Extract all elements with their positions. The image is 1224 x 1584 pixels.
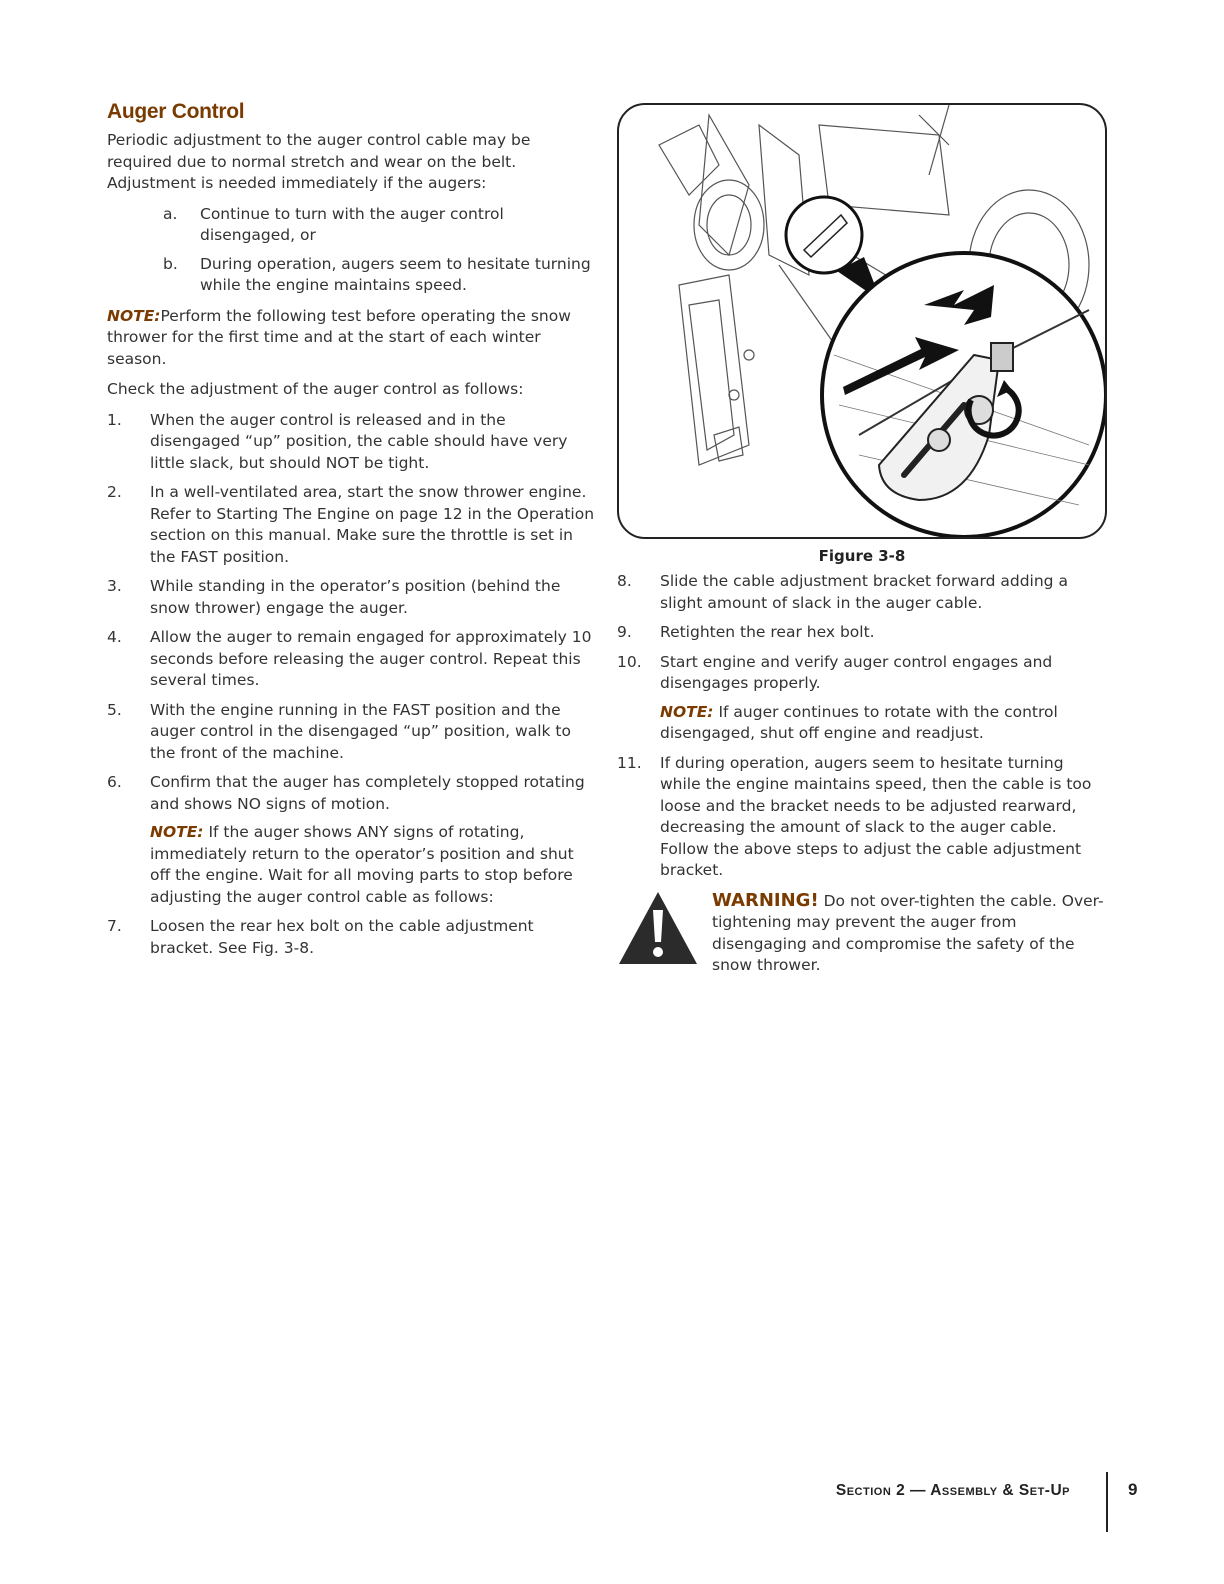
condition-text: Continue to turn with the auger control disengaged, or — [200, 204, 504, 244]
step-item — [107, 700, 597, 765]
step-item — [617, 622, 1107, 644]
step-text: Allow the auger to remain engaged for approximately 10 seconds before releasing the auger control. Repeat this several times. — [150, 628, 592, 689]
step-item — [107, 916, 597, 959]
step-number: 11. — [617, 753, 642, 772]
step-item — [107, 410, 597, 475]
note-label: NOTE: — [150, 823, 204, 841]
step-text: Slide the cable adjustment bracket forward adding a slight amount of slack in the auger cable. — [660, 572, 1068, 612]
footer-section-label: Section 2 — Assembly & Set-Up — [835, 1482, 1070, 1499]
warning-label: WARNING! — [712, 889, 819, 911]
step-item — [107, 576, 597, 619]
footer-divider — [1106, 1472, 1108, 1532]
intro-paragraph: Periodic adjustment to the auger control cable may be required due to normal stretch and wear on the belt. Adjustment is needed immediately if the augers: — [107, 131, 531, 192]
step-item — [107, 482, 597, 568]
step-number: 8. — [617, 572, 632, 590]
condition-marker: b. — [163, 254, 178, 273]
step-text: Confirm that the auger has completely stopped rotating and shows NO signs of motion. — [150, 773, 585, 813]
step10-note — [660, 702, 1107, 745]
conditions-list — [107, 204, 597, 297]
note-text: If auger continues to rotate with the control disengaged, shut off engine and readjust. — [660, 702, 1058, 742]
step-number: 7. — [107, 917, 122, 935]
figure-3-8-illustration — [617, 103, 1107, 539]
note-paragraph — [107, 306, 597, 371]
step-number: 6. — [107, 773, 122, 791]
condition-item — [107, 204, 597, 247]
step-item — [617, 652, 1107, 745]
step-number: 10. — [617, 652, 642, 671]
auger-cable-bracket-drawing — [619, 105, 1105, 537]
condition-text: During operation, augers seem to hesitate turning while the engine maintains speed. — [200, 254, 591, 294]
step-text: Start engine and verify auger control engages and disengages properly. — [660, 652, 1053, 692]
warning-triangle-icon — [617, 890, 699, 966]
step-number: 1. — [107, 410, 122, 429]
step-number: 2. — [107, 483, 122, 501]
step-text: If during operation, augers seem to hesitate turning while the engine maintains speed, then the cable is too loose and the bracket needs to be adjusted rearward, decreasing the amount of slack to the auger cable. Follow the above steps to adjust the cable adjustment bracket. — [660, 753, 1092, 879]
step-item — [107, 627, 597, 692]
check-intro: Check the adjustment of the auger control as follows: — [107, 380, 524, 398]
steps-list-right — [617, 571, 1107, 882]
warning-text: Do not over-tighten the cable. Over-tightening may prevent the auger from disengaging and compromise the safety of the snow thrower. — [712, 891, 1104, 974]
step-text: In a well-ventilated area, start the snow thrower engine. Refer to Starting The Engine on page 12 in the Operation section on this manual. Make sure the throttle is set in the FAST position. — [150, 483, 595, 566]
section-heading: Auger Control — [107, 100, 245, 123]
step-item — [617, 753, 1107, 882]
steps-list-left — [107, 410, 597, 960]
right-column — [617, 103, 1107, 977]
note-text: Perform the following test before operating the snow thrower for the first time and at the start of each winter season. — [107, 306, 571, 368]
note-text: If the auger shows ANY signs of rotating, immediately return to the operator’s position and shut off the engine. Wait for all moving parts to stop before adjusting the auger control cable as follows: — [150, 823, 574, 906]
step-number: 9. — [617, 623, 632, 641]
step-number: 4. — [107, 628, 122, 646]
note-label: NOTE: — [107, 306, 161, 325]
condition-item — [107, 254, 597, 297]
note-label: NOTE: — [660, 702, 714, 721]
left-column — [107, 100, 597, 967]
step-text: When the auger control is released and in the disengaged “up” position, the cable should have very little slack, but should NOT be tight. — [150, 410, 568, 472]
step-number: 5. — [107, 700, 122, 719]
step-item — [617, 571, 1107, 614]
page-number: 9 — [1128, 1480, 1138, 1499]
step-number: 3. — [107, 577, 122, 595]
step-text: Retighten the rear hex bolt. — [660, 623, 875, 641]
step-text: With the engine running in the FAST position and the auger control in the disengaged “up” position, walk to the front of the machine. — [150, 700, 571, 762]
step-text: While standing in the operator’s position (behind the snow thrower) engage the auger. — [150, 577, 561, 617]
step-text: Loosen the rear hex bolt on the cable adjustment bracket. See Fig. 3-8. — [150, 917, 534, 957]
warning-box — [617, 890, 1107, 977]
step-item — [107, 772, 597, 908]
step6-note — [150, 822, 597, 908]
condition-marker: a. — [163, 204, 178, 223]
page-footer — [0, 1472, 1224, 1532]
figure-caption: Figure 3-8 — [818, 547, 906, 565]
